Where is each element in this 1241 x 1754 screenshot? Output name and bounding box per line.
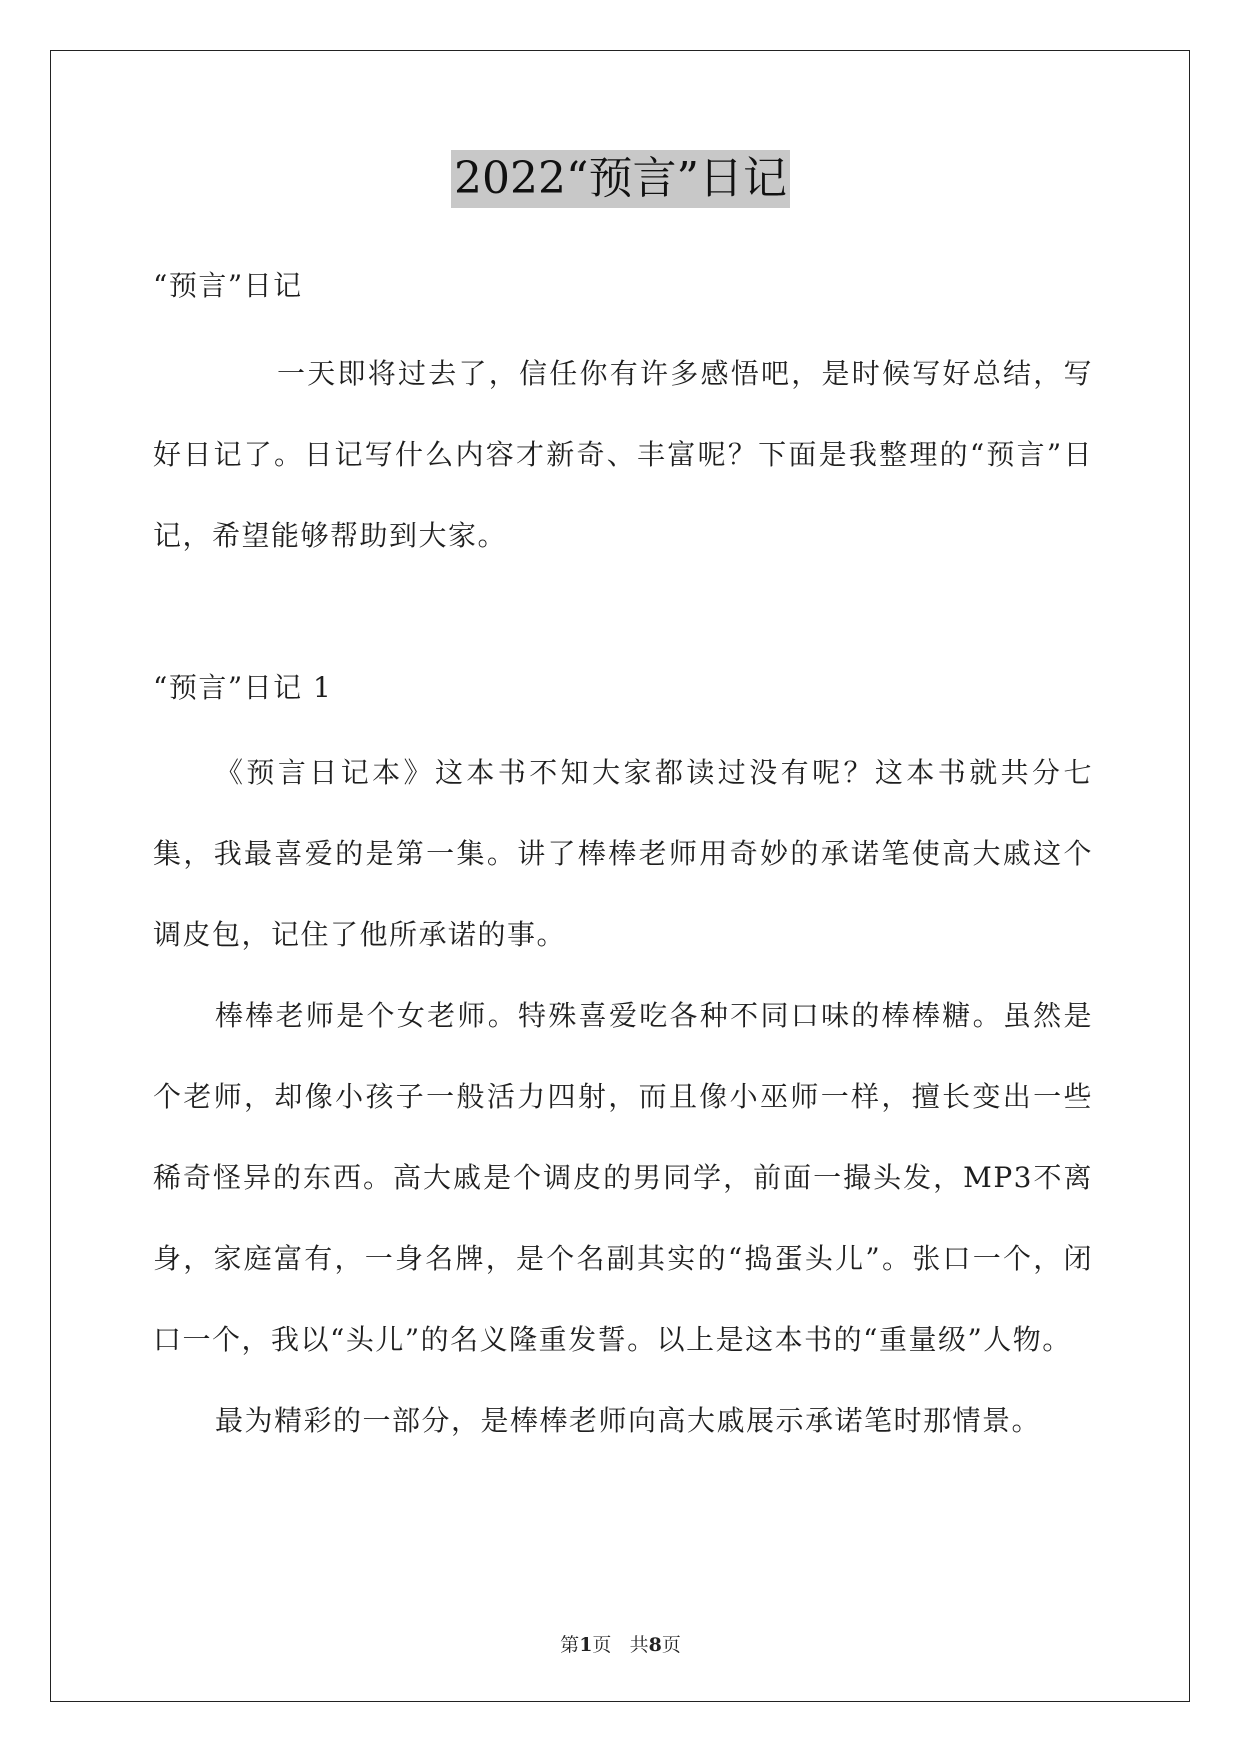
- section-heading: [153, 668, 1093, 708]
- total-page-number: 8: [648, 1634, 662, 1656]
- body-paragraph-1: 《预言日记本》这本书不知大家都读过没有呢？这本书就共分七集，我最喜爱的是第一集。讲了棒棒老师用奇妙的承诺笔使高大戚这个调皮包，记住了他所承诺的事。: [153, 756, 1093, 951]
- intro-section: [153, 333, 1093, 576]
- intro-heading: [153, 266, 1093, 306]
- current-page-number: 1: [579, 1634, 593, 1656]
- body-paragraph-3: 最为精彩的一部分，是棒棒老师向高大戚展示承诺笔时那情景。: [215, 1404, 1042, 1437]
- body-section: [153, 732, 1093, 1461]
- page-suffix: 页: [592, 1634, 612, 1656]
- total-suffix: 页: [661, 1634, 681, 1656]
- body-paragraph-2: 棒棒老师是个女老师。特殊喜爱吃各种不同口味的棒棒糖。虽然是个老师，却像小孩子一般活力四射，而且像小巫师一样，擅长变出一些稀奇怪异的东西。高大戚是个调皮的男同学，前面一撮头发，MP3不离身，家庭富有，一身名牌，是个名副其实的“捣蛋头儿”。张口一个，闭口一个，我以“头儿”的名义隆重发誓。以上是这本书的“重量级”人物。: [153, 999, 1093, 1356]
- intro-paragraph: 一天即将过去了，信任你有许多感悟吧，是时候写好总结，写好日记了。日记写什么内容才新奇、丰富呢？下面是我整理的“预言”日记，希望能够帮助到大家。: [153, 357, 1093, 552]
- section-heading-text: “预言”日记 1: [153, 671, 333, 704]
- page-prefix: 第: [560, 1634, 580, 1656]
- total-prefix: 共: [629, 1634, 649, 1656]
- page-number-footer: [0, 1630, 1241, 1657]
- document-title: 2022“预言”日记: [451, 150, 790, 208]
- intro-heading-text: “预言”日记: [153, 269, 303, 302]
- title-area: [0, 150, 1241, 208]
